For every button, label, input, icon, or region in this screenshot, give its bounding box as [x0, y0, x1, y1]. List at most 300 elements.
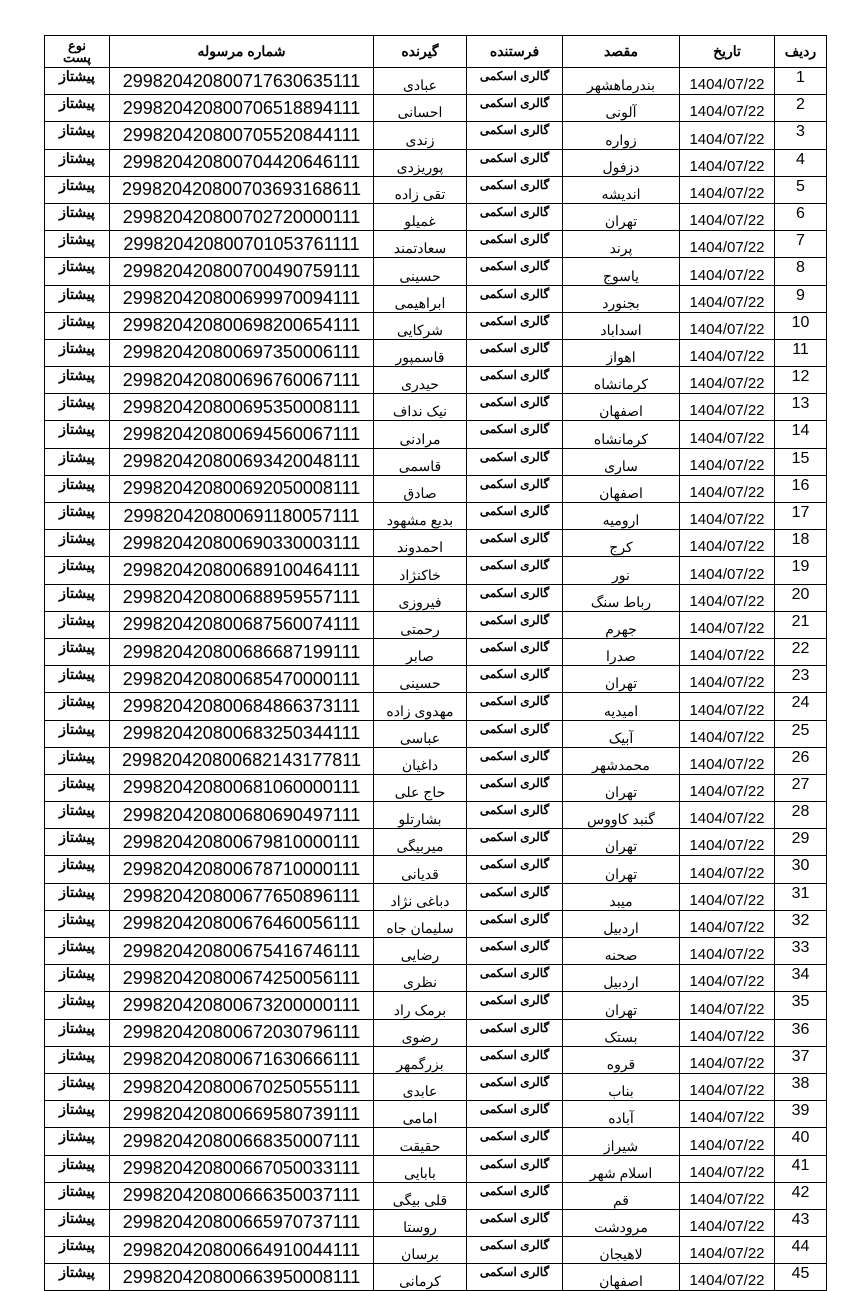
- shipment-table: [44, 35, 827, 1291]
- date-cell: 1404/07/22: [680, 421, 775, 448]
- receiver-cell: صابر: [374, 638, 467, 665]
- receiver-cell: تقی زاده: [374, 176, 467, 203]
- tracking-number-cell: 299820420800687560074111: [110, 611, 374, 638]
- destination-cell: دزفول: [563, 149, 680, 176]
- date-cell: 1404/07/22: [680, 829, 775, 856]
- destination-cell: کرمانشاه: [563, 367, 680, 394]
- date-cell: 1404/07/22: [680, 231, 775, 258]
- destination-cell: میبد: [563, 883, 680, 910]
- header-date: تاریخ: [680, 36, 775, 68]
- sender-cell: گالری اسکمی: [467, 1019, 563, 1046]
- receiver-cell: شرکایی: [374, 312, 467, 339]
- tracking-number-cell: 299820420800671630666111: [110, 1046, 374, 1073]
- row-index: 11: [775, 339, 827, 366]
- tracking-number-cell: 299820420800717630635111: [110, 68, 374, 95]
- header-sender: فرستنده: [467, 36, 563, 68]
- sender-cell: گالری اسکمی: [467, 666, 563, 693]
- destination-cell: لاهیجان: [563, 1237, 680, 1264]
- date-cell: 1404/07/22: [680, 774, 775, 801]
- row-index: 14: [775, 421, 827, 448]
- row-index: 43: [775, 1209, 827, 1236]
- destination-cell: تهران: [563, 666, 680, 693]
- post-type-cell: پیشتاز: [45, 1155, 110, 1182]
- tracking-number-cell: 299820420800683250344111: [110, 720, 374, 747]
- row-index: 29: [775, 829, 827, 856]
- date-cell: 1404/07/22: [680, 693, 775, 720]
- table-row: [45, 638, 827, 665]
- receiver-cell: رضایی: [374, 938, 467, 965]
- destination-cell: کرمانشاه: [563, 421, 680, 448]
- receiver-cell: حیدری: [374, 367, 467, 394]
- row-index: 20: [775, 584, 827, 611]
- date-cell: 1404/07/22: [680, 475, 775, 502]
- table-row: [45, 1128, 827, 1155]
- tracking-number-cell: 299820420800692050008111: [110, 475, 374, 502]
- row-index: 24: [775, 693, 827, 720]
- table-row: [45, 367, 827, 394]
- destination-cell: قم: [563, 1182, 680, 1209]
- receiver-cell: عابدی: [374, 1073, 467, 1100]
- sender-cell: گالری اسکمی: [467, 1155, 563, 1182]
- row-index: 16: [775, 475, 827, 502]
- date-cell: 1404/07/22: [680, 1128, 775, 1155]
- sender-cell: گالری اسکمی: [467, 883, 563, 910]
- destination-cell: رباط سنگ: [563, 584, 680, 611]
- receiver-cell: فیروزی: [374, 584, 467, 611]
- tracking-number-cell: 299820420800663950008111: [110, 1264, 374, 1291]
- sender-cell: گالری اسکمی: [467, 965, 563, 992]
- tracking-number-cell: 299820420800691180057111: [110, 503, 374, 530]
- date-cell: 1404/07/22: [680, 747, 775, 774]
- sender-cell: گالری اسکمی: [467, 856, 563, 883]
- row-index: 31: [775, 883, 827, 910]
- date-cell: 1404/07/22: [680, 856, 775, 883]
- row-index: 26: [775, 747, 827, 774]
- post-type-cell: پیشتاز: [45, 258, 110, 285]
- receiver-cell: رحمتی: [374, 611, 467, 638]
- post-type-cell: پیشتاز: [45, 611, 110, 638]
- tracking-number-cell: 299820420800704420646111: [110, 149, 374, 176]
- destination-cell: بندرماهشهر: [563, 68, 680, 95]
- row-index: 40: [775, 1128, 827, 1155]
- sender-cell: گالری اسکمی: [467, 747, 563, 774]
- post-type-cell: پیشتاز: [45, 1073, 110, 1100]
- sender-cell: گالری اسکمی: [467, 829, 563, 856]
- post-type-cell: پیشتاز: [45, 992, 110, 1019]
- receiver-cell: مرادنی: [374, 421, 467, 448]
- table-row: [45, 448, 827, 475]
- sender-cell: گالری اسکمی: [467, 394, 563, 421]
- post-type-cell: پیشتاز: [45, 557, 110, 584]
- destination-cell: آبیک: [563, 720, 680, 747]
- receiver-cell: قاسمپور: [374, 339, 467, 366]
- post-type-cell: پیشتاز: [45, 448, 110, 475]
- table-row: [45, 339, 827, 366]
- sender-cell: گالری اسکمی: [467, 938, 563, 965]
- destination-cell: بستک: [563, 1019, 680, 1046]
- destination-cell: اصفهان: [563, 475, 680, 502]
- receiver-cell: ابراهیمی: [374, 285, 467, 312]
- date-cell: 1404/07/22: [680, 965, 775, 992]
- date-cell: 1404/07/22: [680, 258, 775, 285]
- row-index: 33: [775, 938, 827, 965]
- row-index: 42: [775, 1182, 827, 1209]
- row-index: 18: [775, 530, 827, 557]
- tracking-number-cell: 299820420800700490759111: [110, 258, 374, 285]
- post-type-cell: پیشتاز: [45, 176, 110, 203]
- receiver-cell: بدیع مشهود: [374, 503, 467, 530]
- table-row: [45, 176, 827, 203]
- row-index: 8: [775, 258, 827, 285]
- row-index: 44: [775, 1237, 827, 1264]
- date-cell: 1404/07/22: [680, 910, 775, 937]
- sender-cell: گالری اسکمی: [467, 149, 563, 176]
- tracking-number-cell: 299820420800698200654111: [110, 312, 374, 339]
- destination-cell: اندیشه: [563, 176, 680, 203]
- tracking-number-cell: 299820420800665970737111: [110, 1209, 374, 1236]
- destination-cell: آلونی: [563, 95, 680, 122]
- destination-cell: بجنورد: [563, 285, 680, 312]
- destination-cell: اصفهان: [563, 1264, 680, 1291]
- destination-cell: امیدیه: [563, 693, 680, 720]
- row-index: 35: [775, 992, 827, 1019]
- post-type-cell: پیشتاز: [45, 1209, 110, 1236]
- post-type-cell: پیشتاز: [45, 68, 110, 95]
- receiver-cell: قاسمی: [374, 448, 467, 475]
- header-receiver: گیرنده: [374, 36, 467, 68]
- sender-cell: گالری اسکمی: [467, 421, 563, 448]
- destination-cell: پرند: [563, 231, 680, 258]
- destination-cell: اردبیل: [563, 910, 680, 937]
- row-index: 13: [775, 394, 827, 421]
- sender-cell: گالری اسکمی: [467, 1073, 563, 1100]
- receiver-cell: خاکنژاد: [374, 557, 467, 584]
- sender-cell: گالری اسکمی: [467, 802, 563, 829]
- table-row: [45, 149, 827, 176]
- post-type-cell: پیشتاز: [45, 1182, 110, 1209]
- tracking-number-cell: 299820420800689100464111: [110, 557, 374, 584]
- destination-cell: تهران: [563, 829, 680, 856]
- tracking-number-cell: 299820420800694560067111: [110, 421, 374, 448]
- post-type-cell: پیشتاز: [45, 367, 110, 394]
- header-destination: مقصد: [563, 36, 680, 68]
- tracking-number-cell: 299820420800673200000111: [110, 992, 374, 1019]
- date-cell: 1404/07/22: [680, 203, 775, 230]
- header-post-type-line2: پست: [63, 49, 91, 65]
- sender-cell: گالری اسکمی: [467, 1264, 563, 1291]
- date-cell: 1404/07/22: [680, 176, 775, 203]
- table-row: [45, 1209, 827, 1236]
- receiver-cell: عباسی: [374, 720, 467, 747]
- table-row: [45, 666, 827, 693]
- destination-cell: نور: [563, 557, 680, 584]
- post-type-cell: پیشتاز: [45, 503, 110, 530]
- date-cell: 1404/07/22: [680, 312, 775, 339]
- table-row: [45, 938, 827, 965]
- sender-cell: گالری اسکمی: [467, 584, 563, 611]
- post-type-cell: پیشتاز: [45, 1046, 110, 1073]
- sender-cell: گالری اسکمی: [467, 1209, 563, 1236]
- date-cell: 1404/07/22: [680, 638, 775, 665]
- post-type-cell: پیشتاز: [45, 394, 110, 421]
- row-index: 1: [775, 68, 827, 95]
- sender-cell: گالری اسکمی: [467, 367, 563, 394]
- destination-cell: تهران: [563, 203, 680, 230]
- tracking-number-cell: 299820420800684866373111: [110, 693, 374, 720]
- table-row: [45, 1182, 827, 1209]
- sender-cell: گالری اسکمی: [467, 285, 563, 312]
- date-cell: 1404/07/22: [680, 367, 775, 394]
- table-header: [45, 36, 827, 68]
- tracking-number-cell: 299820420800705520844111: [110, 122, 374, 149]
- receiver-cell: بزرگمهر: [374, 1046, 467, 1073]
- sender-cell: گالری اسکمی: [467, 1101, 563, 1128]
- sender-cell: گالری اسکمی: [467, 530, 563, 557]
- post-type-cell: پیشتاز: [45, 122, 110, 149]
- destination-cell: صحنه: [563, 938, 680, 965]
- sender-cell: گالری اسکمی: [467, 1128, 563, 1155]
- date-cell: 1404/07/22: [680, 448, 775, 475]
- tracking-number-cell: 299820420800697350006111: [110, 339, 374, 366]
- row-index: 27: [775, 774, 827, 801]
- post-type-cell: پیشتاز: [45, 285, 110, 312]
- row-index: 37: [775, 1046, 827, 1073]
- row-index: 15: [775, 448, 827, 475]
- sender-cell: گالری اسکمی: [467, 992, 563, 1019]
- date-cell: 1404/07/22: [680, 1155, 775, 1182]
- table-row: [45, 530, 827, 557]
- destination-cell: کرج: [563, 530, 680, 557]
- row-index: 19: [775, 557, 827, 584]
- destination-cell: صدرا: [563, 638, 680, 665]
- header-post-type-line1: نوع: [67, 37, 87, 53]
- header-row: [45, 36, 827, 68]
- receiver-cell: داغیان: [374, 747, 467, 774]
- receiver-cell: بابایی: [374, 1155, 467, 1182]
- destination-cell: اسداباد: [563, 312, 680, 339]
- date-cell: 1404/07/22: [680, 557, 775, 584]
- destination-cell: یاسوج: [563, 258, 680, 285]
- sender-cell: گالری اسکمی: [467, 611, 563, 638]
- table-row: [45, 611, 827, 638]
- post-type-cell: پیشتاز: [45, 666, 110, 693]
- post-type-cell: پیشتاز: [45, 829, 110, 856]
- receiver-cell: صادق: [374, 475, 467, 502]
- table-row: [45, 693, 827, 720]
- destination-cell: ارومیه: [563, 503, 680, 530]
- table-row: [45, 285, 827, 312]
- receiver-cell: بشارتلو: [374, 802, 467, 829]
- sender-cell: گالری اسکمی: [467, 638, 563, 665]
- table-row: [45, 231, 827, 258]
- row-index: 7: [775, 231, 827, 258]
- sender-cell: گالری اسکمی: [467, 1182, 563, 1209]
- date-cell: 1404/07/22: [680, 1019, 775, 1046]
- date-cell: 1404/07/22: [680, 149, 775, 176]
- table-row: [45, 503, 827, 530]
- destination-cell: تهران: [563, 856, 680, 883]
- sender-cell: گالری اسکمی: [467, 503, 563, 530]
- table-row: [45, 802, 827, 829]
- destination-cell: اردبیل: [563, 965, 680, 992]
- post-type-cell: پیشتاز: [45, 1237, 110, 1264]
- destination-cell: جهرم: [563, 611, 680, 638]
- row-index: 25: [775, 720, 827, 747]
- tracking-number-cell: 299820420800676460056111: [110, 910, 374, 937]
- row-index: 28: [775, 802, 827, 829]
- receiver-cell: احمدوند: [374, 530, 467, 557]
- table-row: [45, 965, 827, 992]
- tracking-number-cell: 299820420800686687199111: [110, 638, 374, 665]
- sender-cell: گالری اسکمی: [467, 258, 563, 285]
- header-index: ردیف: [775, 36, 827, 68]
- table-row: [45, 883, 827, 910]
- tracking-number-cell: 299820420800680690497111: [110, 802, 374, 829]
- date-cell: 1404/07/22: [680, 68, 775, 95]
- tracking-number-cell: 299820420800679810000111: [110, 829, 374, 856]
- table-row: [45, 557, 827, 584]
- receiver-cell: دباغی نژاد: [374, 883, 467, 910]
- row-index: 2: [775, 95, 827, 122]
- row-index: 3: [775, 122, 827, 149]
- post-type-cell: پیشتاز: [45, 203, 110, 230]
- tracking-number-cell: 299820420800706518894111: [110, 95, 374, 122]
- post-type-cell: پیشتاز: [45, 938, 110, 965]
- tracking-number-cell: 299820420800688959557111: [110, 584, 374, 611]
- row-index: 6: [775, 203, 827, 230]
- date-cell: 1404/07/22: [680, 1264, 775, 1291]
- tracking-number-cell: 299820420800672030796111: [110, 1019, 374, 1046]
- table-row: [45, 95, 827, 122]
- date-cell: 1404/07/22: [680, 394, 775, 421]
- row-index: 22: [775, 638, 827, 665]
- sender-cell: گالری اسکمی: [467, 720, 563, 747]
- receiver-cell: پوریزدی: [374, 149, 467, 176]
- date-cell: 1404/07/22: [680, 802, 775, 829]
- receiver-cell: حاج علی: [374, 774, 467, 801]
- date-cell: 1404/07/22: [680, 992, 775, 1019]
- table-row: [45, 910, 827, 937]
- post-type-cell: پیشتاز: [45, 149, 110, 176]
- receiver-cell: امامی: [374, 1101, 467, 1128]
- tracking-number-cell: 299820420800674250056111: [110, 965, 374, 992]
- receiver-cell: زندی: [374, 122, 467, 149]
- receiver-cell: کرمانی: [374, 1264, 467, 1291]
- row-index: 23: [775, 666, 827, 693]
- row-index: 41: [775, 1155, 827, 1182]
- post-type-cell: پیشتاز: [45, 530, 110, 557]
- table-row: [45, 68, 827, 95]
- row-index: 4: [775, 149, 827, 176]
- table-body: [45, 68, 827, 1291]
- date-cell: 1404/07/22: [680, 1046, 775, 1073]
- receiver-cell: برسان: [374, 1237, 467, 1264]
- table-row: [45, 475, 827, 502]
- destination-cell: آباده: [563, 1101, 680, 1128]
- sender-cell: گالری اسکمی: [467, 475, 563, 502]
- table-row: [45, 1019, 827, 1046]
- date-cell: 1404/07/22: [680, 584, 775, 611]
- date-cell: 1404/07/22: [680, 1182, 775, 1209]
- sender-cell: گالری اسکمی: [467, 231, 563, 258]
- date-cell: 1404/07/22: [680, 285, 775, 312]
- destination-cell: قروه: [563, 1046, 680, 1073]
- tracking-number-cell: 299820420800678710000111: [110, 856, 374, 883]
- receiver-cell: غمیلو: [374, 203, 467, 230]
- post-type-cell: پیشتاز: [45, 231, 110, 258]
- sender-cell: گالری اسکمی: [467, 95, 563, 122]
- tracking-number-cell: 299820420800677650896111: [110, 883, 374, 910]
- table-row: [45, 720, 827, 747]
- post-type-cell: پیشتاز: [45, 774, 110, 801]
- destination-cell: ساری: [563, 448, 680, 475]
- receiver-cell: سعادتمند: [374, 231, 467, 258]
- destination-cell: بناب: [563, 1073, 680, 1100]
- tracking-number-cell: 299820420800690330003111: [110, 530, 374, 557]
- tracking-number-cell: 299820420800695350008111: [110, 394, 374, 421]
- date-cell: 1404/07/22: [680, 122, 775, 149]
- post-type-cell: پیشتاز: [45, 802, 110, 829]
- receiver-cell: رضوی: [374, 1019, 467, 1046]
- sender-cell: گالری اسکمی: [467, 557, 563, 584]
- table-row: [45, 122, 827, 149]
- destination-cell: مرودشت: [563, 1209, 680, 1236]
- receiver-cell: برمک راد: [374, 992, 467, 1019]
- sender-cell: گالری اسکمی: [467, 122, 563, 149]
- table-row: [45, 421, 827, 448]
- tracking-number-cell: 299820420800696760067111: [110, 367, 374, 394]
- sender-cell: گالری اسکمی: [467, 339, 563, 366]
- tracking-number-cell: 299820420800701053761111: [110, 231, 374, 258]
- receiver-cell: حسینی: [374, 258, 467, 285]
- sender-cell: گالری اسکمی: [467, 774, 563, 801]
- tracking-number-cell: 299820420800703693168611: [110, 176, 374, 203]
- table-row: [45, 829, 827, 856]
- receiver-cell: قدیانی: [374, 856, 467, 883]
- destination-cell: تهران: [563, 992, 680, 1019]
- row-index: 9: [775, 285, 827, 312]
- date-cell: 1404/07/22: [680, 883, 775, 910]
- sender-cell: گالری اسکمی: [467, 693, 563, 720]
- tracking-number-cell: 299820420800666350037111: [110, 1182, 374, 1209]
- row-index: 36: [775, 1019, 827, 1046]
- table-row: [45, 1264, 827, 1291]
- post-type-cell: پیشتاز: [45, 965, 110, 992]
- date-cell: 1404/07/22: [680, 1073, 775, 1100]
- sender-cell: گالری اسکمی: [467, 1237, 563, 1264]
- receiver-cell: سلیمان جاه: [374, 910, 467, 937]
- destination-cell: محمدشهر: [563, 747, 680, 774]
- destination-cell: اهواز: [563, 339, 680, 366]
- date-cell: 1404/07/22: [680, 720, 775, 747]
- row-index: 30: [775, 856, 827, 883]
- tracking-number-cell: 299820420800699970094111: [110, 285, 374, 312]
- post-type-cell: پیشتاز: [45, 584, 110, 611]
- post-type-cell: پیشتاز: [45, 421, 110, 448]
- sender-cell: گالری اسکمی: [467, 203, 563, 230]
- tracking-number-cell: 299820420800675416746111: [110, 938, 374, 965]
- post-type-cell: پیشتاز: [45, 693, 110, 720]
- date-cell: 1404/07/22: [680, 1209, 775, 1236]
- post-type-cell: پیشتاز: [45, 1019, 110, 1046]
- destination-cell: اسلام شهر: [563, 1155, 680, 1182]
- row-index: 12: [775, 367, 827, 394]
- receiver-cell: حسینی: [374, 666, 467, 693]
- post-type-cell: پیشتاز: [45, 1101, 110, 1128]
- table-row: [45, 1101, 827, 1128]
- destination-cell: شیراز: [563, 1128, 680, 1155]
- tracking-number-cell: 299820420800664910044111: [110, 1237, 374, 1264]
